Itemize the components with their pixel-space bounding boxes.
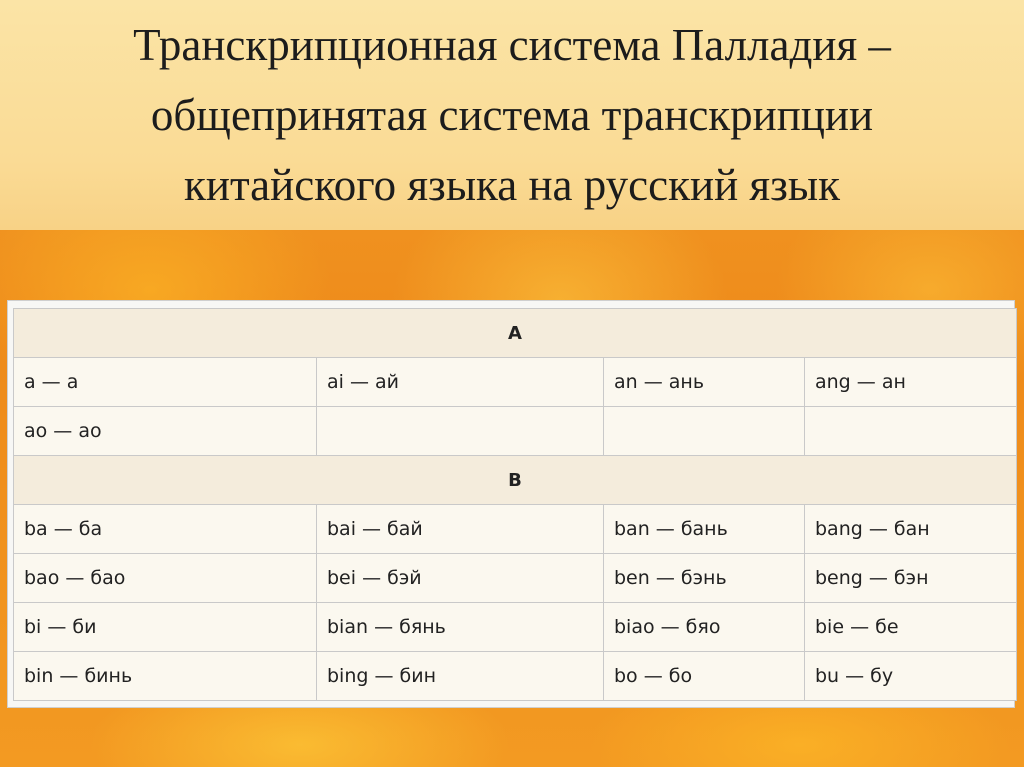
table-cell: ban — бань (604, 505, 805, 554)
table-row (14, 505, 1017, 554)
title-area (0, 0, 1024, 230)
table-cell: bei — бэй (317, 554, 604, 603)
table-cell: bu — бу (805, 652, 1017, 701)
table-cell: an — ань (604, 358, 805, 407)
section-header-a: A (14, 309, 1017, 358)
table-cell: bai — бай (317, 505, 604, 554)
table-row (14, 358, 1017, 407)
table-row (14, 407, 1017, 456)
table-cell: bao — бао (14, 554, 317, 603)
table-row (14, 554, 1017, 603)
section-header-row-b (14, 456, 1017, 505)
table-cell: bian — бянь (317, 603, 604, 652)
table-row (14, 652, 1017, 701)
table-cell: bin — бинь (14, 652, 317, 701)
table-cell: ai — ай (317, 358, 604, 407)
table-cell (604, 407, 805, 456)
table-cell: bing — бин (317, 652, 604, 701)
title-line-3: китайского языка на русский язык (184, 160, 840, 210)
table-row (14, 603, 1017, 652)
title-line-2: общепринятая система транскрипции (150, 90, 874, 140)
table-cell: beng — бэн (805, 554, 1017, 603)
table-cell: ang — ан (805, 358, 1017, 407)
table-cell: bo — бо (604, 652, 805, 701)
table-cell: bie — бе (805, 603, 1017, 652)
transcription-table (13, 308, 1017, 701)
section-header-row-a (14, 309, 1017, 358)
title-line-1: Транскрипционная система Палладия – (133, 20, 891, 70)
section-header-b: B (14, 456, 1017, 505)
table-cell: bi — би (14, 603, 317, 652)
table-cell: ba — ба (14, 505, 317, 554)
table-cell: bang — бан (805, 505, 1017, 554)
slide-title (0, 10, 1024, 220)
table-cell: a — а (14, 358, 317, 407)
table-cell: ben — бэнь (604, 554, 805, 603)
transcription-table-panel (7, 300, 1015, 708)
table-cell: ao — ао (14, 407, 317, 456)
table-cell (317, 407, 604, 456)
table-cell (805, 407, 1017, 456)
table-cell: biao — бяо (604, 603, 805, 652)
